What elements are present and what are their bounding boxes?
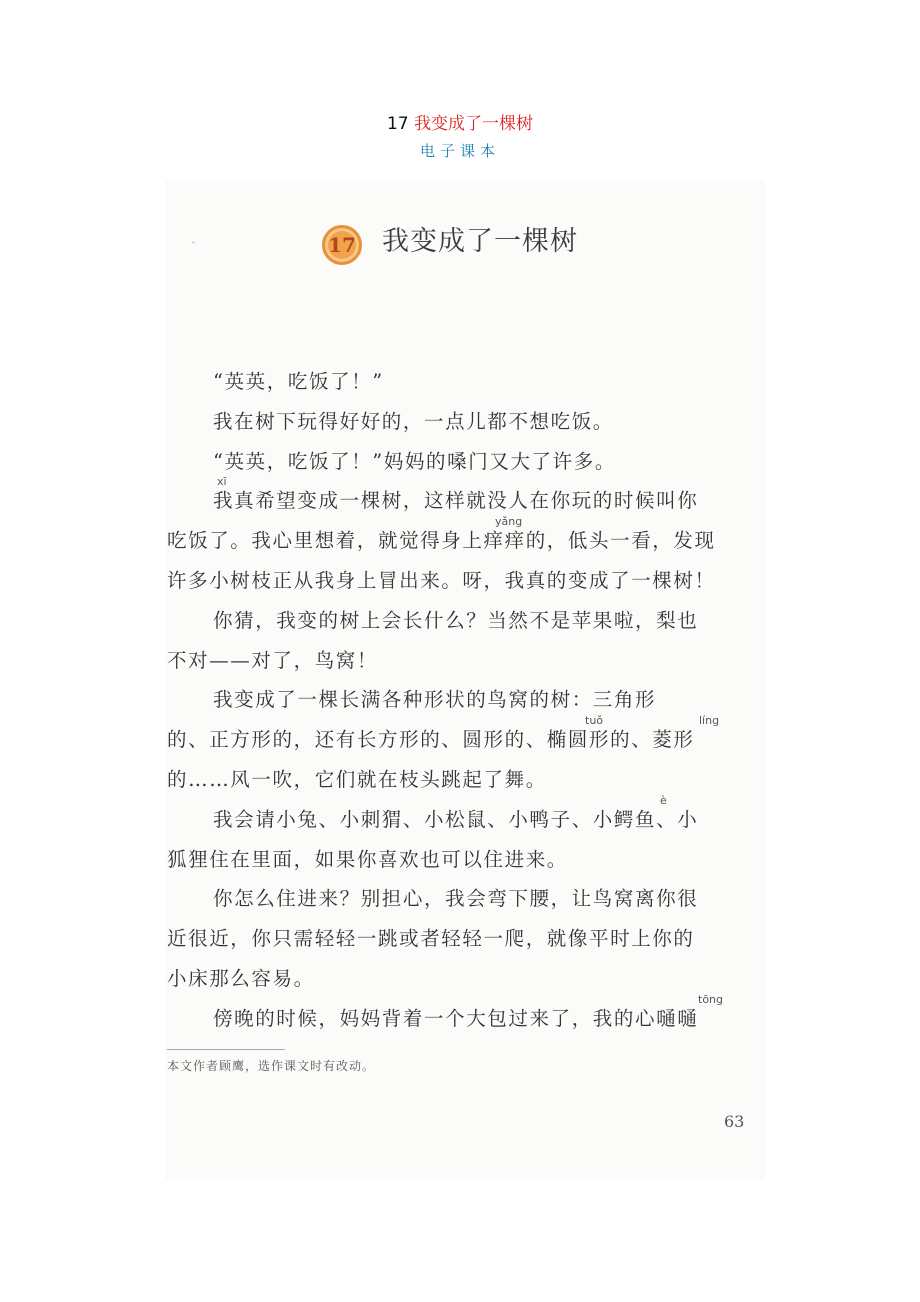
text-line: [167, 680, 747, 720]
text-line: [167, 601, 747, 641]
text-line-content: 近很近，你只需轻轻一跳或者轻轻一爬，就像平时上你的: [167, 927, 695, 951]
text-line-content: 许多小树枝正从我身上冒出来。呀，我真的变成了一棵树！: [167, 568, 716, 592]
text-line-content: 不对——对了，鸟窝！: [167, 648, 379, 672]
document-subtitle: 电子课本: [419, 142, 500, 160]
text-line: [167, 402, 747, 442]
document-title-number: 17: [386, 114, 409, 134]
lesson-body-text: [167, 362, 747, 1039]
text-line-content: 的……风一吹，它们就在枝头跳起了舞。: [167, 767, 547, 791]
footnote: 本文作者顾鹰，选作课文时有改动。: [167, 1059, 376, 1073]
text-line-content: 我变成了一棵长满各种形状的鸟窝的树：三角形: [213, 688, 657, 712]
text-line: [167, 793, 747, 840]
document-title-text: 我变成了一棵树: [414, 114, 534, 134]
text-line-content: 我在树下玩得好好的，一点儿都不想吃饭。: [213, 409, 614, 433]
text-line-content: “英英，吃饭了！”妈妈的嗓门又大了许多。: [213, 449, 616, 473]
pinyin-annotation: líng: [699, 714, 720, 728]
text-line: [167, 561, 747, 601]
page-number: 63: [724, 1112, 745, 1131]
pinyin-annotation: tōng: [698, 992, 723, 1006]
text-line: [167, 992, 747, 1039]
text-line: [167, 475, 747, 521]
footnote-divider: [167, 1049, 285, 1050]
scan-speck: [192, 241, 195, 244]
text-line: [167, 515, 747, 561]
document-title: [0, 112, 920, 136]
text-line: [167, 840, 747, 880]
text-line-content: 你猜，我变的树上会长什么？当然不是苹果啦，梨也: [213, 608, 699, 632]
text-line: [167, 362, 747, 402]
text-line: [167, 919, 747, 959]
text-line: [167, 959, 747, 999]
lesson-number-badge: 17: [322, 225, 362, 265]
document-header: [0, 112, 920, 161]
text-line: [167, 641, 747, 681]
text-line-content: 我真希望变成一棵树，这样就没人在你玩的时候叫你: [213, 489, 699, 513]
text-line: [167, 714, 747, 760]
text-line-content: 小床那么容易。: [167, 966, 315, 990]
text-line: [167, 879, 747, 919]
pinyin-annotation: è: [660, 793, 667, 807]
text-line-content: 我会请小兔、小刺猬、小松鼠、小鸭子、小鳄鱼、小: [213, 807, 699, 831]
text-line-content: “英英，吃饭了！”: [213, 370, 384, 393]
pinyin-annotation: xī: [217, 475, 227, 489]
text-line-content: 狐狸住在里面，如果你喜欢也可以住进来。: [167, 847, 568, 871]
text-line-content: 吃饭了。我心里想着，就觉得身上痒痒的，低头一看，发现: [167, 529, 716, 553]
lesson-title: 我变成了一棵树: [382, 226, 578, 257]
pinyin-annotation: tuǒ: [585, 714, 604, 728]
text-line: [167, 442, 747, 482]
text-line-content: 傍晚的时候，妈妈背着一个大包过来了，我的心嗵嗵: [213, 1006, 699, 1030]
text-line-content: 你怎么住进来？别担心，我会弯下腰，让鸟窝离你很: [213, 887, 699, 911]
text-line-content: 的、正方形的，还有长方形的、圆形的、椭圆形的、菱形: [167, 728, 695, 752]
pinyin-annotation: yǎng: [495, 515, 523, 529]
